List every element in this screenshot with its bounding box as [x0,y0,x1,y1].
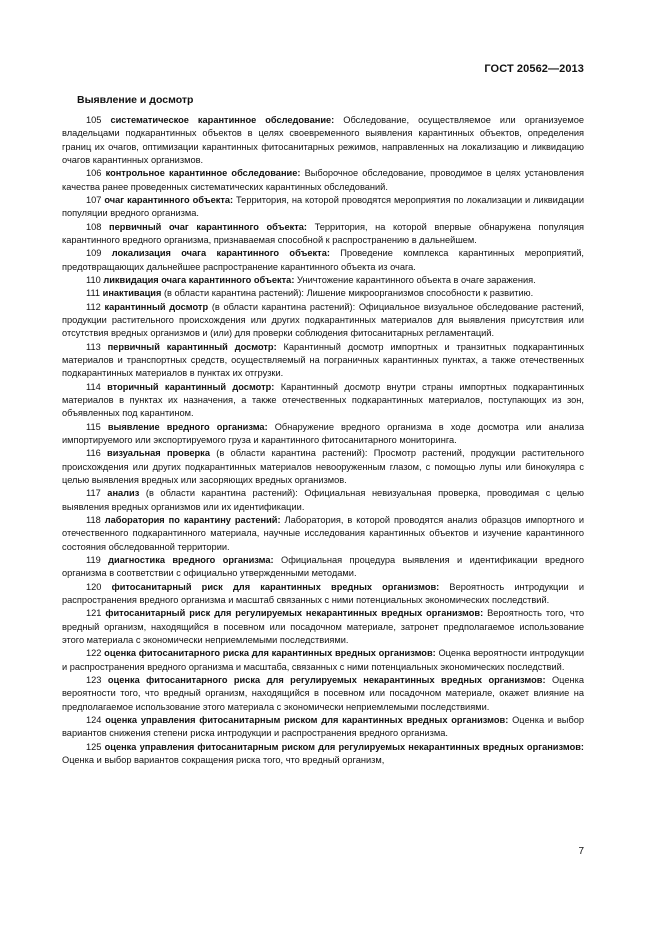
term-entry [62,514,584,554]
term-definition: Обнаружение вредного организма в ходе досмотра или анализа импортируемого или экспортируемого груза и карантинного фитосанитарного мониторинга. [62,421,584,446]
term-entry [62,247,584,274]
term-name: инактивация [102,288,162,299]
term-number: 107 [86,194,102,205]
term-name: первичный очаг карантинного объекта: [109,221,308,232]
term-entry [62,194,584,221]
term-name: лаборатория по карантину растений: [104,515,281,526]
term-name: фитосанитарный риск для карантинных вредных организмов: [111,581,440,592]
term-entry [62,341,584,381]
term-number: 114 [86,381,101,392]
term-definition: Оценка и выбор вариантов сокращения риска того, что вредный организм, [62,755,385,766]
term-definition: Обследование, осуществляемое или организуемое владельцами подкарантинных объектов в целях своевременного выявления карантинных объектов, определения границ их очагов, оптимизации карантинных фитосанитарных режимов, направленных на локализацию и ликвидацию очагов карантинных организмов. [62,115,584,165]
term-definition: Карантинный досмотр импортных и транзитных подкарантинных материалов и транспортных средств, осуществляемый на пограничных карантинных пунктах, а также отечественных подкарантинных материалов в пунктах их отгрузки. [62,341,584,379]
document-code: ГОСТ 20562—2013 [484,63,584,75]
term-name: фитосанитарный риск для регулируемых некарантинных вредных организмов: [105,608,484,619]
term-number: 112 [86,301,101,312]
term-definition: Оценка вероятности интродукции и распространения вредного организма и масштаба, связанных с ними потенциальных экономических последствий. [62,648,584,672]
term-entry [62,607,584,647]
term-definition: Проведение комплекса карантинных мероприятий, предотвращающих дальнейшее распространение карантинного объекта из очага. [62,248,584,272]
term-definition: (в области карантина растений): Просмотр растений, продукции растительного происхождения или других подкарантинных материалов невооруженным глазом, с помощью лупы или бинокуляра с целью выявления вредных или засоряющих вредных организмов. [62,448,584,486]
term-number: 124 [86,715,102,726]
term-name: оценка фитосанитарного риска для регулируемых некарантинных вредных организмов: [107,675,546,686]
term-number: 111 [86,288,101,299]
term-number: 118 [86,515,101,526]
term-name: локализация очага карантинного объекта: [111,248,330,259]
term-name: визуальная проверка [107,448,210,459]
term-name: вторичный карантинный досмотр: [107,381,275,392]
term-entry [62,167,584,194]
term-definition: Оценка и выбор вариантов снижения степени риска интродукции и распространения вредного организма. [62,715,585,739]
term-definition: Оценка вероятности того, что вредный организм, находящийся в посевном или посадочном материале, окажет влияние на предполагаемое использование этого материала с экономически неприемлемыми последствиями. [62,675,585,712]
term-number: 115 [86,421,101,432]
term-name: оценка фитосанитарного риска для карантинных вредных организмов: [104,648,436,659]
term-entry [62,301,584,341]
term-name: очаг карантинного объекта: [104,194,234,205]
term-definition: Территория, на которой впервые обнаружена популяция карантинного вредного организма, признаваемая способной к распространению в дальнейшем. [62,221,585,245]
section-title: Выявление и досмотр [77,94,194,106]
term-definition: (в области карантина растений): Официальная невизуальная проверка, проводимая с целью выявления вредных организмов или их идентификации. [62,488,584,512]
term-number: 109 [86,248,102,259]
term-number: 105 [86,115,102,125]
term-name: ликвидация очага карантинного объекта: [103,275,295,286]
term-entry [62,447,584,487]
term-entry [62,487,584,514]
term-name: контрольное карантинное обследование: [105,168,301,179]
term-entry [62,287,584,300]
term-name: выявление вредного организма: [107,421,268,432]
terms-list [62,114,584,768]
term-number: 120 [86,581,102,592]
term-number: 123 [86,675,102,686]
term-entry [62,221,584,248]
term-number: 125 [86,741,102,752]
term-name: диагностика вредного организма: [108,555,274,566]
term-number: 113 [86,341,101,352]
term-definition: Вероятность того, что вредный организм, находящийся в посевном или посадочном материале, затронет предполагаемое использование этого материала с экономически неприемлемыми последствиями. [62,608,585,646]
page-number: 7 [578,846,584,857]
term-definition: (в области карантина растений): Лишение микроорганизмов способности к развитию. [163,288,534,299]
term-name: первичный карантинный досмотр: [107,341,277,352]
term-entry [62,674,584,714]
term-definition: Выборочное обследование, проводимое в целях установления качества ранее проведенных систематических карантинных обследований. [62,168,584,192]
term-name: оценка управления фитосанитарным риском для регулируемых некарантинных вредных организмов: [104,741,585,752]
term-entry [62,714,584,741]
term-entry [62,647,584,674]
term-definition: Уничтожение карантинного объекта в очаге заражения. [297,275,536,286]
term-number: 108 [86,221,102,232]
term-entry [62,554,584,581]
term-number: 116 [86,448,101,459]
term-entry [62,114,584,167]
term-name: анализ [107,488,140,499]
term-definition: Территория, на которой проводятся мероприятия по локализации и ликвидации популяции вредного организма. [62,194,584,219]
term-definition: Официальная процедура выявления и идентификации вредного организма в соответствии с официально утвержденными методами. [62,555,584,579]
term-name: оценка управления фитосанитарным риском для карантинных вредных организмов: [105,715,509,726]
term-number: 121 [86,608,102,619]
term-name: карантинный досмотр [104,301,209,312]
term-number: 119 [86,555,101,566]
term-definition: (в области карантина растений): Официальное визуальное обследование растений, продукции растительного происхождения или других подкарантинных материалов для выявления присутствия или отсутствия вредных организмов и (или) для проверки соблюдения фитосанитарных регламентаций. [62,301,584,339]
term-definition: Вероятность интродукции и распространения вредного организма и масштаб связанных с ними потенциальных экономических последствий. [62,581,584,606]
term-entry [62,421,584,448]
term-number: 106 [86,168,102,179]
term-entry [62,381,584,421]
term-number: 117 [86,488,101,499]
term-entry [62,581,584,608]
term-entry [62,274,584,287]
term-entry [62,741,584,768]
term-definition: Карантинный досмотр внутри страны импортных подкарантинных материалов в пунктах их назначения, а также отечественных подкарантинных материалов, поступающих из зон, объявленных под карантином. [62,381,584,419]
term-definition: Лаборатория, в которой проводятся анализ образцов импортного и отечественного подкарантинного материала, научные исследования карантинных объектов и изучение карантинного состояния обследованной территории. [62,515,585,552]
term-number: 122 [86,648,102,659]
term-number: 110 [86,275,101,286]
term-name: систематическое карантинное обследование: [110,115,335,125]
